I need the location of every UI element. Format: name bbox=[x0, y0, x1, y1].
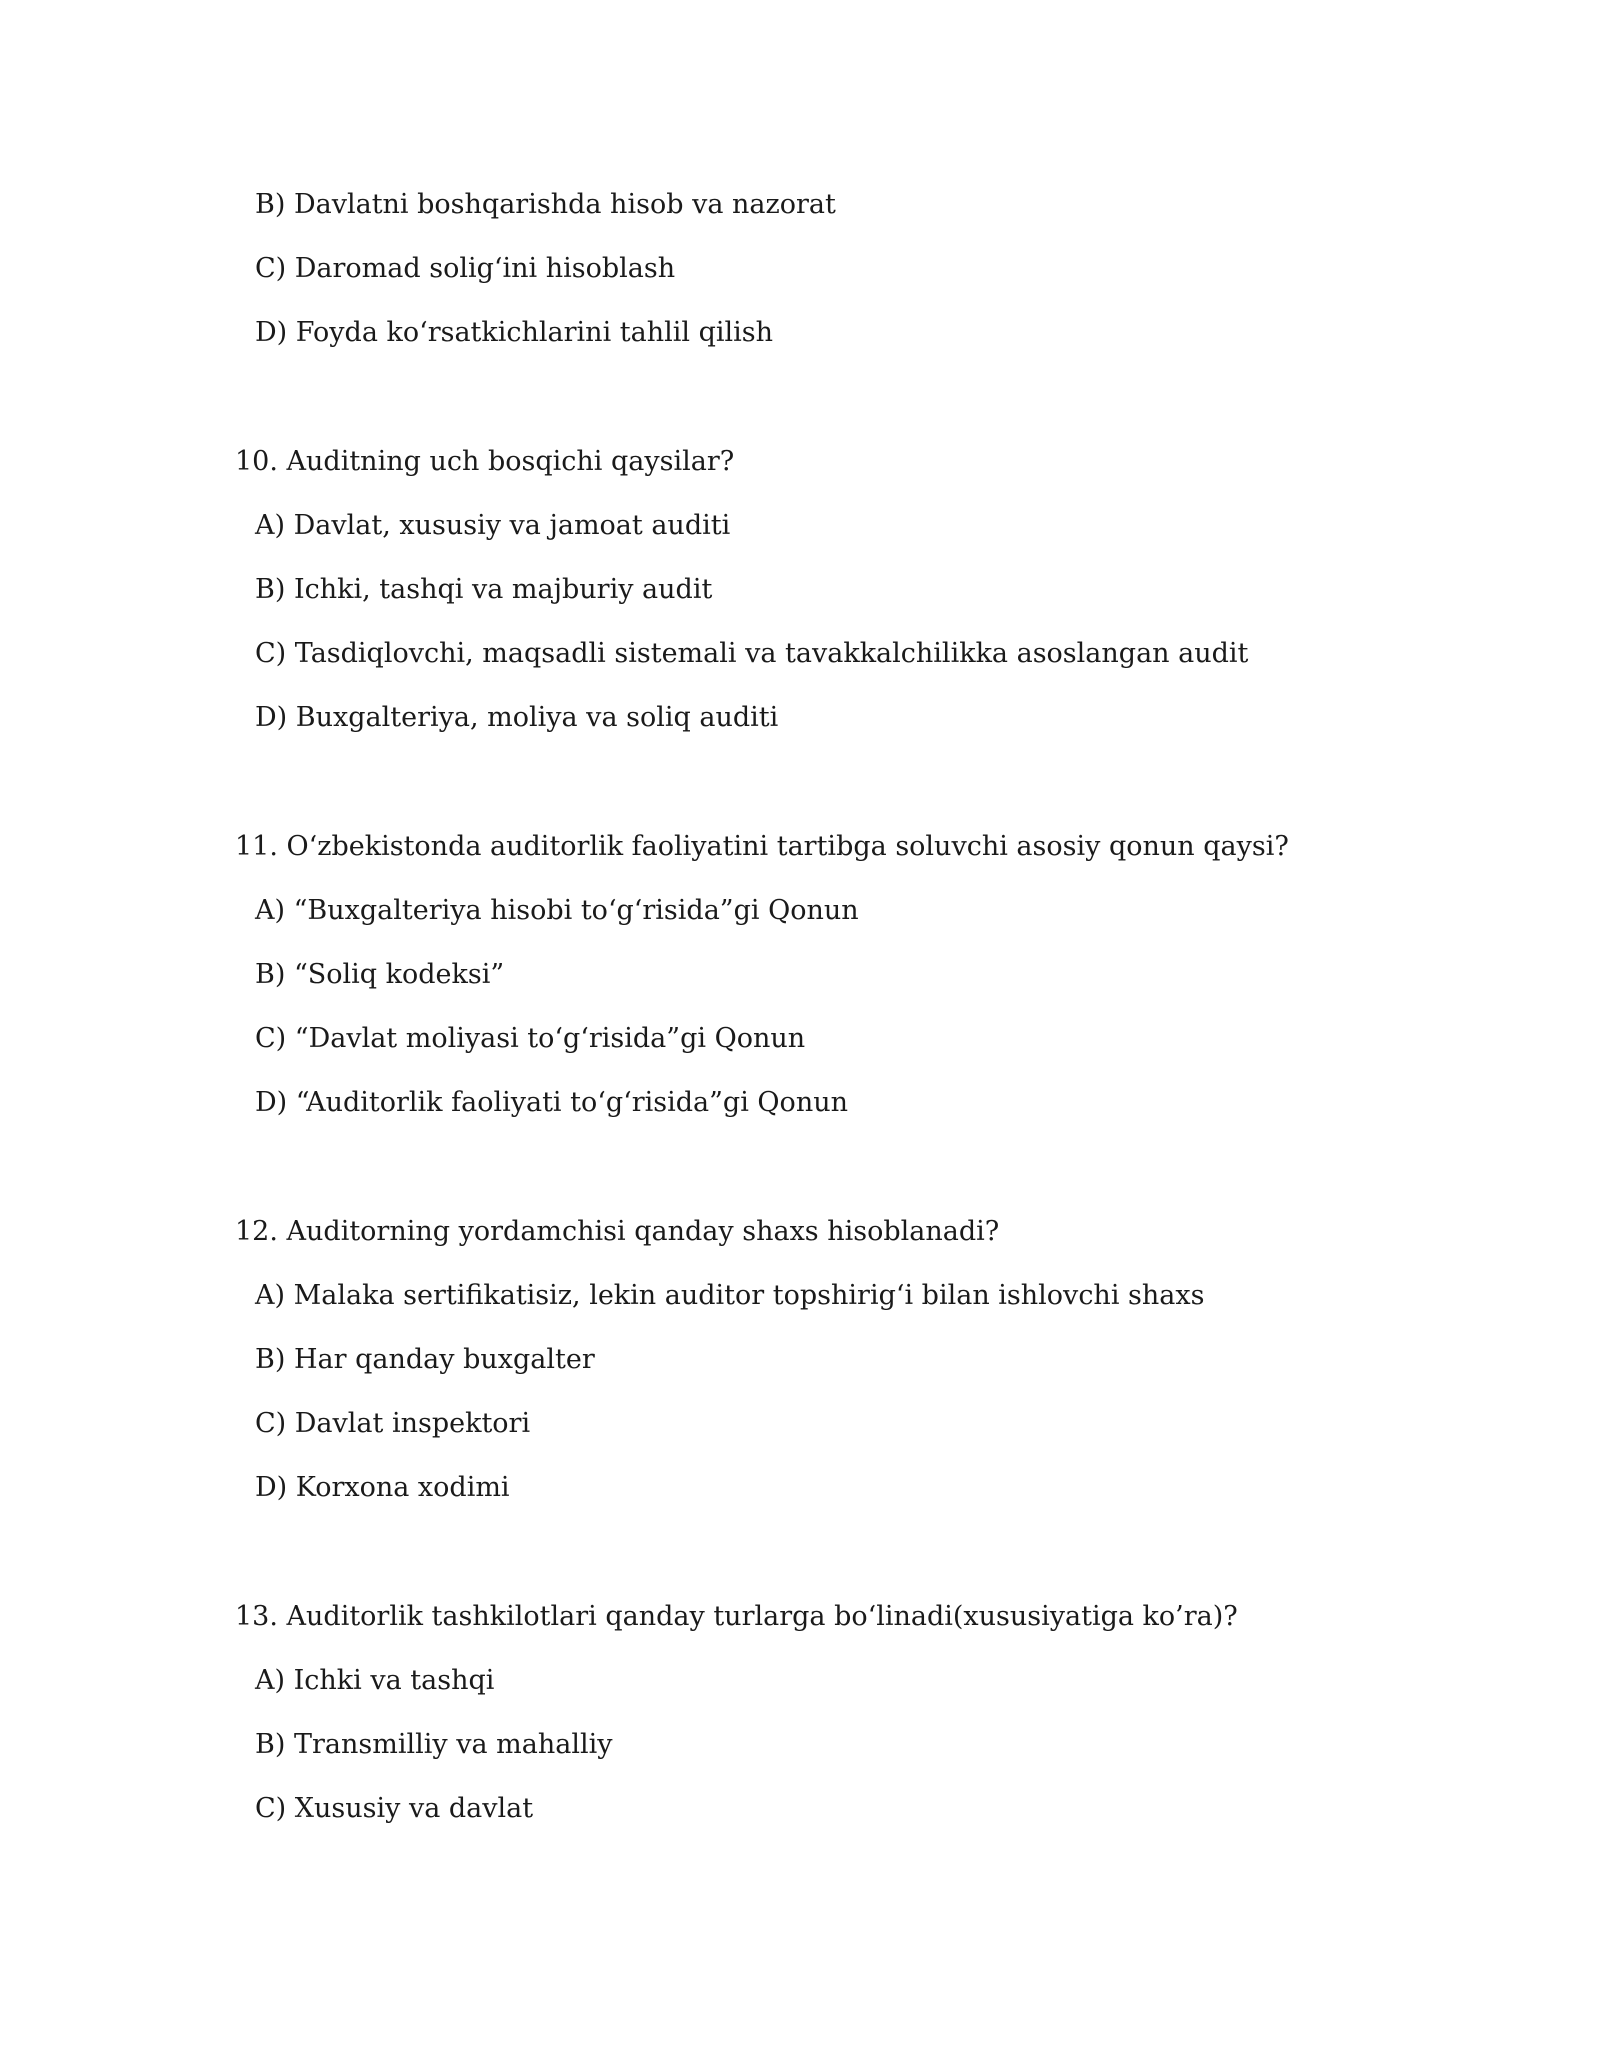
question-13-option-a: A) Ichki va tashqi bbox=[255, 1665, 495, 1696]
question-11-option-b: B) “Soliq kodeksi” bbox=[255, 959, 505, 990]
question-10-option-a: A) Davlat, xususiy va jamoat auditi bbox=[255, 510, 731, 541]
question-13-option-b: B) Transmilliy va mahalliy bbox=[255, 1729, 613, 1760]
prev-question-option-d: D) Foyda ko‘rsatkichlarini tahlil qilish bbox=[255, 317, 774, 348]
question-11-option-a: A) “Buxgalteriya hisobi to‘g‘risida”gi Qonun bbox=[255, 895, 859, 926]
question-12-option-d: D) Korxona xodimi bbox=[255, 1472, 510, 1503]
question-10-option-c: C) Tasdiqlovchi, maqsadli sistemali va tavakkalchilikka asoslangan audit bbox=[255, 638, 1249, 669]
question-11-option-c: C) “Davlat moliyasi to‘g‘risida”gi Qonun bbox=[255, 1023, 806, 1054]
question-13-text: 13. Auditorlik tashkilotlari qanday turlarga bo‘linadi(xususiyatiga ko’ra)? bbox=[235, 1601, 1238, 1632]
question-11-text: 11. O‘zbekistonda auditorlik faoliyatini tartibga soluvchi asosiy qonun qaysi? bbox=[235, 831, 1289, 862]
question-12-option-b: B) Har qanday buxgalter bbox=[255, 1344, 595, 1375]
question-12-option-a: A) Malaka sertifikatisiz, lekin auditor topshirig‘i bilan ishlovchi shaxs bbox=[255, 1280, 1205, 1311]
prev-question-option-c: C) Daromad solig‘ini hisoblash bbox=[255, 253, 676, 284]
question-12-option-c: C) Davlat inspektori bbox=[255, 1408, 531, 1439]
question-12-text: 12. Auditorning yordamchisi qanday shaxs hisoblanadi? bbox=[235, 1216, 1000, 1247]
question-13-option-c: C) Xususiy va davlat bbox=[255, 1793, 534, 1824]
question-11-option-d: D) “Auditorlik faoliyati to‘g‘risida”gi Qonun bbox=[255, 1087, 848, 1118]
question-10-option-b: B) Ichki, tashqi va majburiy audit bbox=[255, 574, 713, 605]
question-10-option-d: D) Buxgalteriya, moliya va soliq auditi bbox=[255, 702, 779, 733]
prev-question-option-b: B) Davlatni boshqarishda hisob va nazorat bbox=[255, 189, 836, 220]
question-10-text: 10. Auditning uch bosqichi qaysilar? bbox=[235, 446, 735, 477]
